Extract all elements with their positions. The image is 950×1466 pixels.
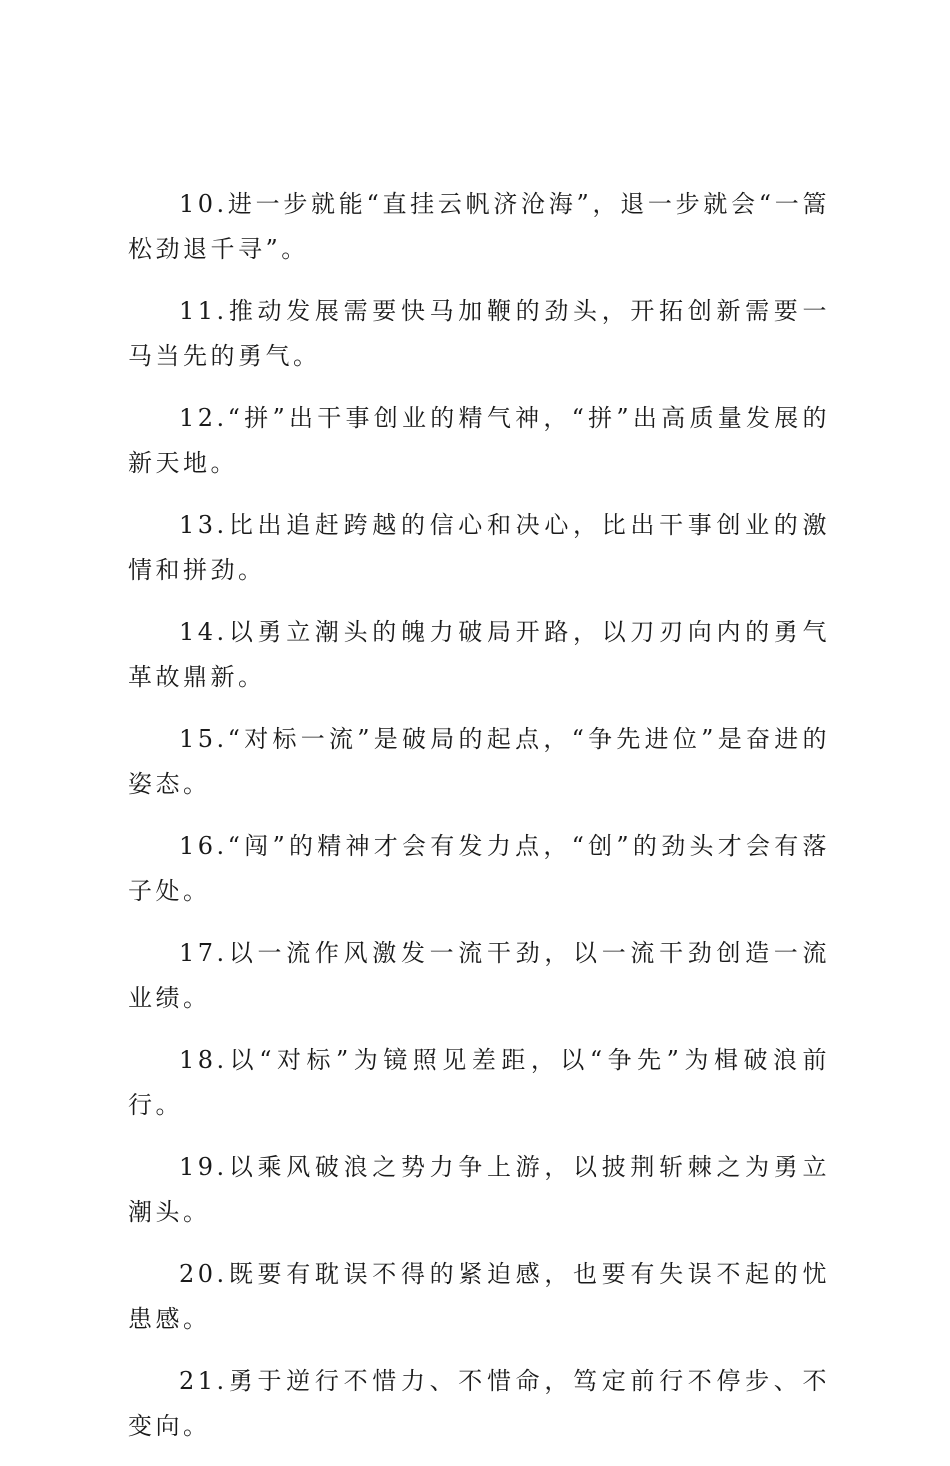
paragraph-10: 10.进一步就能“直挂云帆济沧海”，退一步就会“一篙松劲退千寻”。 [128, 190, 830, 263]
document-body [128, 182, 830, 1466]
paragraph-17: 17.以一流作风激发一流干劲，以一流干劲创造一流业绩。 [128, 939, 830, 1012]
paragraph-13: 13.比出追赶跨越的信心和决心，比出干事创业的激情和拼劲。 [128, 511, 830, 584]
paragraph-21: 21.勇于逆行不惜力、不惜命，笃定前行不停步、不变向。 [128, 1367, 830, 1440]
paragraph-16: 16.“闯”的精神才会有发力点，“创”的劲头才会有落子处。 [128, 832, 830, 905]
paragraph-19: 19.以乘风破浪之势力争上游，以披荆斩棘之为勇立潮头。 [128, 1153, 830, 1226]
paragraph-11: 11.推动发展需要快马加鞭的劲头，开拓创新需要一马当先的勇气。 [128, 297, 830, 370]
paragraph-15: 15.“对标一流”是破局的起点，“争先进位”是奋进的姿态。 [128, 725, 830, 798]
paragraph-12: 12.“拼”出干事创业的精气神，“拼”出高质量发展的新天地。 [128, 404, 830, 477]
paragraph-18: 18.以“对标”为镜照见差距，以“争先”为楫破浪前行。 [128, 1046, 830, 1119]
paragraph-20: 20.既要有耽误不得的紧迫感，也要有失误不起的忧患感。 [128, 1260, 830, 1333]
paragraph-14: 14.以勇立潮头的魄力破局开路，以刀刃向内的勇气革故鼎新。 [128, 618, 830, 691]
